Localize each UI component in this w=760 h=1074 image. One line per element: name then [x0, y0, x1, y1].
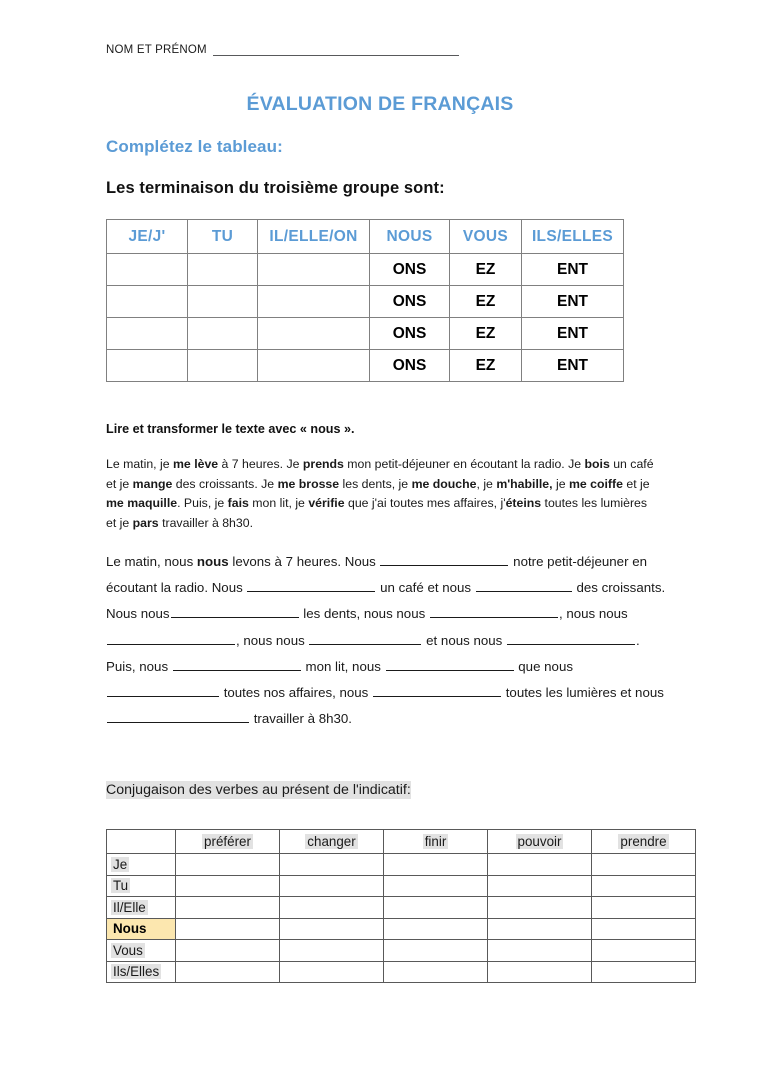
answer-text: , nous nous: [558, 606, 628, 622]
endings-cell-blank[interactable]: [258, 350, 370, 382]
endings-table-row: [107, 254, 624, 286]
answer-text: que nous: [514, 658, 573, 674]
answer-text: toutes les lumières et nous: [502, 685, 664, 701]
source-text: et je: [622, 476, 650, 491]
source-text: mon lit, je: [248, 496, 309, 511]
conjugation-cell[interactable]: [488, 875, 592, 897]
answer-blank[interactable]: [173, 657, 301, 671]
source-verb: vérifie: [308, 496, 345, 511]
conjugation-header-verb: [384, 830, 488, 854]
source-text: travailler à 8h30.: [158, 515, 253, 530]
instruction-complete-table: Complétez le tableau:: [106, 137, 283, 156]
conjugation-cell[interactable]: [592, 961, 696, 983]
source-text: , je: [476, 476, 497, 491]
answer-text: et nous nous: [422, 632, 506, 648]
source-text: toutes les lumières et je: [106, 496, 648, 530]
conjugation-row-label-tu: Tu: [107, 875, 176, 897]
conjugation-cell[interactable]: [592, 854, 696, 876]
answer-text: mon lit, nous: [301, 658, 385, 674]
endings-cell-ent: ENT: [522, 350, 624, 382]
conjugation-table: [106, 829, 696, 983]
conjugation-row: [107, 918, 696, 940]
conjugation-cell[interactable]: [280, 961, 384, 983]
conjugation-cell[interactable]: [280, 875, 384, 897]
conjugation-cell[interactable]: [176, 961, 280, 983]
answer-blank[interactable]: [107, 709, 249, 723]
endings-cell-blank[interactable]: [258, 254, 370, 286]
conjugation-cell[interactable]: [384, 897, 488, 919]
source-text: un café et je: [106, 457, 654, 491]
conjugation-row: [107, 875, 696, 897]
verb-label: finir: [424, 834, 447, 849]
conjugation-header-verb: [592, 830, 696, 854]
endings-cell-blank[interactable]: [188, 350, 258, 382]
endings-header-je: JE/J': [107, 220, 188, 254]
answer-blank[interactable]: [476, 578, 572, 592]
answer-blank[interactable]: [386, 657, 514, 671]
endings-cell-ons: ONS: [370, 286, 450, 318]
source-text: . Puis, je: [177, 496, 228, 511]
source-paragraph: [106, 455, 654, 533]
source-verb: me lève: [173, 457, 219, 471]
endings-cell-blank[interactable]: [188, 318, 258, 350]
endings-header-ils: ILS/ELLES: [522, 220, 624, 254]
conjugation-row-label-nous: Nous: [107, 918, 176, 940]
endings-cell-blank[interactable]: [258, 286, 370, 318]
source-verb: m'habille,: [496, 476, 553, 491]
answer-blank[interactable]: [507, 631, 635, 645]
reading-exercise-instruction: Lire et transformer le texte avec « nous ».: [106, 422, 355, 436]
answer-text: un café et nous: [376, 580, 475, 596]
answer-blank[interactable]: [171, 604, 299, 618]
name-field-row: [106, 44, 459, 56]
conjugation-cell[interactable]: [592, 897, 696, 919]
conjugation-cell[interactable]: [592, 940, 696, 962]
endings-cell-blank[interactable]: [107, 318, 188, 350]
conjugation-header-row: [107, 830, 696, 854]
conjugation-cell[interactable]: [384, 918, 488, 940]
conjugation-row-label-ils-elles: Ils/Elles: [107, 961, 176, 983]
source-verb: me douche: [411, 476, 477, 491]
conjugation-cell[interactable]: [176, 940, 280, 962]
conjugation-cell[interactable]: [488, 854, 592, 876]
conjugation-cell[interactable]: [488, 940, 592, 962]
source-text: à 7 heures. Je: [218, 457, 303, 471]
endings-table-row: [107, 286, 624, 318]
endings-cell-blank[interactable]: [258, 318, 370, 350]
answer-text: , nous nous: [236, 632, 309, 648]
endings-cell-blank[interactable]: [107, 350, 188, 382]
endings-cell-blank[interactable]: [107, 254, 188, 286]
conjugation-cell[interactable]: [280, 940, 384, 962]
endings-cell-ez: EZ: [450, 254, 522, 286]
conjugation-cell[interactable]: [384, 854, 488, 876]
conjugation-section-heading: [106, 782, 411, 798]
endings-cell-blank[interactable]: [107, 286, 188, 318]
answer-text: travailler à 8h30.: [250, 711, 352, 727]
source-verb: fais: [227, 496, 249, 511]
conjugation-cell[interactable]: [280, 854, 384, 876]
conjugation-header-verb: [488, 830, 592, 854]
verb-label: préférer: [204, 834, 251, 849]
conjugation-cell[interactable]: [280, 918, 384, 940]
source-text: des croissants. Je: [172, 476, 278, 491]
answer-text: toutes nos affaires, nous: [220, 685, 373, 701]
conjugation-cell[interactable]: [384, 875, 488, 897]
endings-header-tu: TU: [188, 220, 258, 254]
answer-blank[interactable]: [107, 631, 235, 645]
source-verb: éteins: [505, 496, 542, 511]
source-verb: pars: [132, 515, 159, 530]
verb-label: changer: [307, 834, 356, 849]
conjugation-row: [107, 940, 696, 962]
answer-blank[interactable]: [107, 683, 219, 697]
answer-blank[interactable]: [247, 578, 375, 592]
conjugation-cell[interactable]: [176, 918, 280, 940]
endings-cell-ons: ONS: [370, 318, 450, 350]
source-text: mon petit-déjeuner en écoutant la radio. Je: [343, 457, 585, 471]
answer-blank[interactable]: [380, 552, 508, 566]
source-text: je: [552, 476, 569, 491]
endings-header-il: IL/ELLE/ON: [258, 220, 370, 254]
conjugation-cell[interactable]: [176, 875, 280, 897]
answer-text: . Puis, nous: [106, 632, 640, 674]
source-verb: prends: [302, 457, 344, 471]
source-verb: me brosse: [277, 476, 340, 491]
name-field-label: NOM ET PRÉNOM: [106, 44, 207, 56]
conjugation-row: [107, 854, 696, 876]
conjugation-cell[interactable]: [592, 918, 696, 940]
answer-emphasis: nous: [196, 554, 229, 569]
source-verb: bois: [584, 457, 610, 471]
endings-table-row: [107, 350, 624, 382]
endings-cell-ent: ENT: [522, 318, 624, 350]
endings-header-nous: NOUS: [370, 220, 450, 254]
endings-cell-ez: EZ: [450, 350, 522, 382]
conjugation-cell[interactable]: [280, 897, 384, 919]
source-verb: me coiffe: [568, 476, 623, 491]
page-title: ÉVALUATION DE FRANÇAIS: [246, 93, 514, 115]
conjugation-header-verb: [176, 830, 280, 854]
transform-paragraph: [106, 549, 666, 732]
endings-table-header-row: [107, 220, 624, 254]
source-verb: mange: [132, 476, 173, 491]
endings-cell-ons: ONS: [370, 254, 450, 286]
conjugation-cell[interactable]: [488, 918, 592, 940]
conjugation-cell[interactable]: [176, 854, 280, 876]
conjugation-cell[interactable]: [384, 940, 488, 962]
answer-blank[interactable]: [309, 631, 421, 645]
endings-cell-ez: EZ: [450, 286, 522, 318]
conjugation-row: [107, 897, 696, 919]
endings-section-heading: Les terminaison du troisième groupe sont:: [106, 179, 445, 197]
conjugation-cell[interactable]: [176, 897, 280, 919]
verb-label: prendre: [620, 834, 667, 849]
source-text: les dents, je: [339, 476, 412, 491]
endings-cell-ent: ENT: [522, 254, 624, 286]
endings-cell-blank[interactable]: [188, 286, 258, 318]
answer-text: notre petit-déjeuner en écoutant la radio. Nous: [106, 554, 647, 596]
conjugation-heading-text: Conjugaison des verbes au présent de l'indicatif:: [106, 782, 411, 798]
source-verb: me maquille: [106, 496, 178, 511]
endings-cell-ent: ENT: [522, 286, 624, 318]
conjugation-cell[interactable]: [488, 897, 592, 919]
conjugation-corner-cell: [107, 830, 176, 854]
endings-header-vous: VOUS: [450, 220, 522, 254]
verb-label: pouvoir: [517, 834, 562, 849]
answer-text: des croissants. Nous nous: [106, 580, 666, 622]
endings-cell-blank[interactable]: [188, 254, 258, 286]
answer-text: les dents, nous nous: [299, 606, 429, 622]
conjugation-row-label-il-elle: Il/Elle: [107, 897, 176, 919]
answer-text: Le matin, nous: [106, 554, 197, 569]
conjugation-cell[interactable]: [488, 961, 592, 983]
answer-blank[interactable]: [430, 604, 558, 618]
conjugation-row-label-vous: Vous: [107, 940, 176, 962]
endings-table: [106, 219, 624, 382]
conjugation-row: [107, 961, 696, 983]
name-field-input-line[interactable]: [213, 44, 459, 56]
answer-blank[interactable]: [373, 683, 501, 697]
conjugation-cell[interactable]: [592, 875, 696, 897]
conjugation-header-verb: [280, 830, 384, 854]
answer-text: levons à 7 heures. Nous: [228, 554, 380, 569]
source-text: que j'ai toutes mes affaires, j': [344, 496, 506, 511]
endings-cell-ez: EZ: [450, 318, 522, 350]
endings-cell-ons: ONS: [370, 350, 450, 382]
conjugation-cell[interactable]: [384, 961, 488, 983]
source-text: Le matin, je: [106, 457, 173, 471]
endings-table-row: [107, 318, 624, 350]
conjugation-row-label-je: Je: [107, 854, 176, 876]
